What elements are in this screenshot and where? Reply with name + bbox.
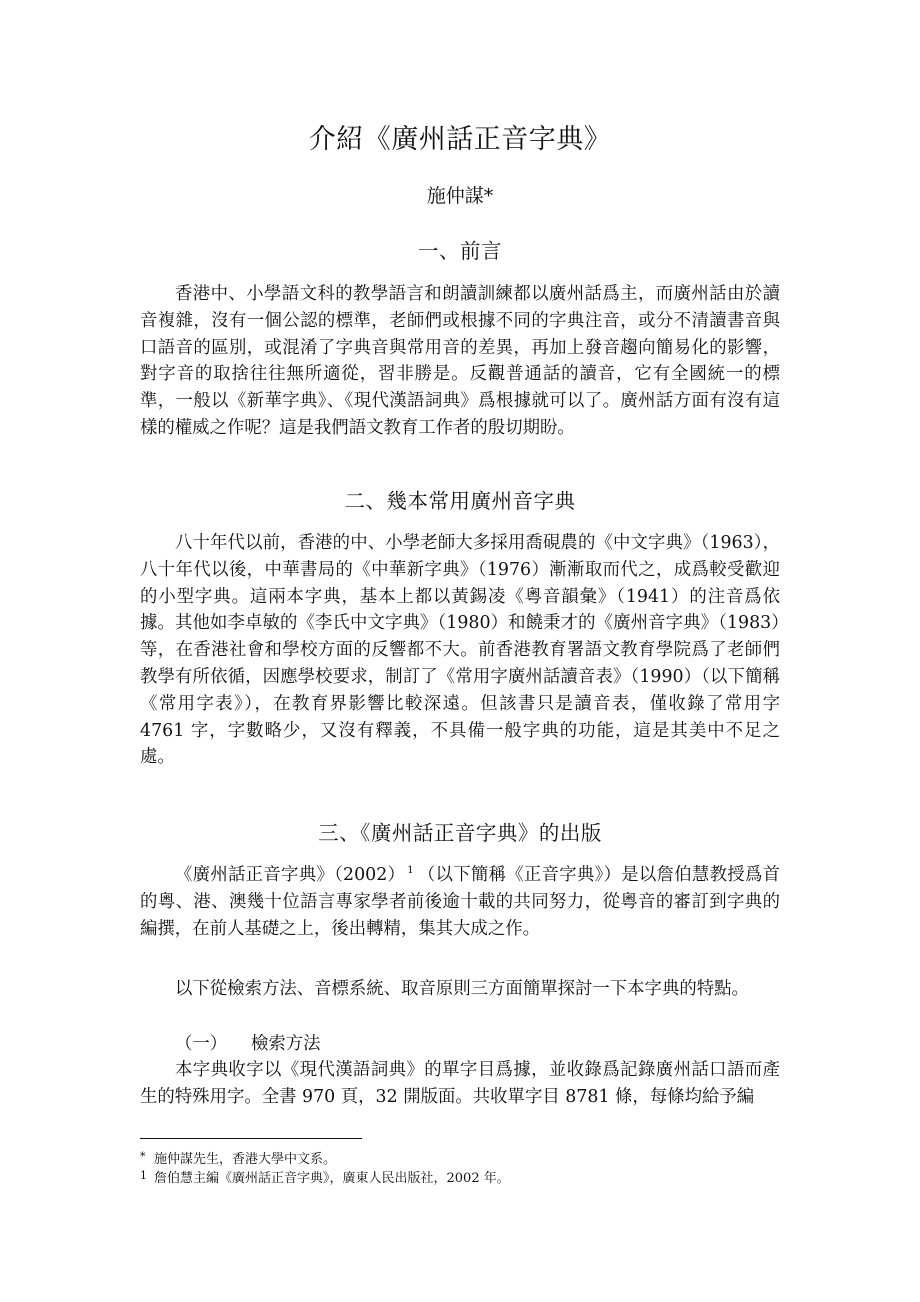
body-paragraph: 本字典收字以《現代漢語詞典》的單字目爲據，並收錄爲記錄廣州話口語而產生的特殊用字。全書 970 頁，32 開版面。共收單字目 8781 條，每條均給予編 <box>140 1060 780 1107</box>
section-heading-preface: 一、前言 <box>418 239 502 263</box>
article-title: 介紹《廣州話正音字典》 <box>308 124 612 155</box>
paragraph-text: （以下簡稱《正音字典》）是以詹伯慧教授爲首的粵、港、澳幾十位語言專家學者前後逾十載的共同努力，從粵音的審訂到字典的編撰，在前人基礎之上，後出轉精，集其大成之作。 <box>140 865 781 939</box>
section-heading-common-dictionaries: 二、幾本常用廣州音字典 <box>344 489 576 513</box>
section-heading-publication: 三、《廣州話正音字典》的出版 <box>318 821 602 845</box>
footnote-divider <box>140 1138 362 1139</box>
subsection-heading <box>175 1031 321 1057</box>
footnote <box>140 1169 780 1189</box>
body-paragraph <box>140 862 780 942</box>
footnote-text: 施仲謀先生，香港大學中文系。 <box>154 1152 337 1167</box>
body-paragraph: 八十年代以前，香港的中、小學老師大多採用喬硯農的《中文字典》（1963），八十年代以後，中華書局的《中華新字典》（1976）漸漸取而代之，成爲較受歡迎的小型字典。這兩本字典，基本上都以黃錫凌《粵音韻彙》（1941）的注音爲依據。其他如李卓敏的《李氏中文字典》（1980）和饒秉才的《廣州音字典》（1983）等，在香港社會和學校方面的反響都不大。前香港教育署語文教育學院爲了老師們教學有所依循，因應學校要求，制訂了《常用字廣州話讀音表》（1990）（以下簡稱《常用字表》），在教育界影響比較深遠。但該書只是讀音表，僅收錄了常用字 4761 字，字數略少，又沒有釋義，不具備一般字典的功能，這是其美中不足之處。 <box>140 533 780 768</box>
subsection-title: 檢索方法 <box>251 1034 321 1054</box>
author-name: 施仲謀* <box>426 185 494 207</box>
footnote-text: 詹伯慧主編《廣州話正音字典》，廣東人民出版社，2002 年。 <box>154 1171 510 1186</box>
body-paragraph: 香港中、小學語文科的教學語言和朗讀訓練都以廣州話爲主，而廣州話由於讀音複雜，沒有一個公認的標準，老師們或根據不同的字典注音，或分不清讀書音與口語音的區別，或混淆了字典音與常用音的差異，再加上發音趨向簡易化的影響，對字音的取捨往往無所適從，習非勝是。反觀普通話的讀音，它有全國統一的標準，一般以《新華字典》、《現代漢語詞典》爲根據就可以了。廣州話方面有沒有這樣的權威之作呢？這是我們語文教育工作者的殷切期盼。 <box>140 284 780 438</box>
footnote-reference: 1 <box>407 865 414 877</box>
subsection-number: （一） <box>175 1034 228 1054</box>
footnote <box>140 1150 780 1170</box>
body-paragraph: 以下從檢索方法、音標系統、取音原則三方面簡單探討一下本字典的特點。 <box>175 979 749 999</box>
footnote-mark: * <box>140 1150 146 1163</box>
paragraph-text: 《廣州話正音字典》（2002） <box>175 865 406 885</box>
footnote-mark: 1 <box>140 1169 147 1182</box>
